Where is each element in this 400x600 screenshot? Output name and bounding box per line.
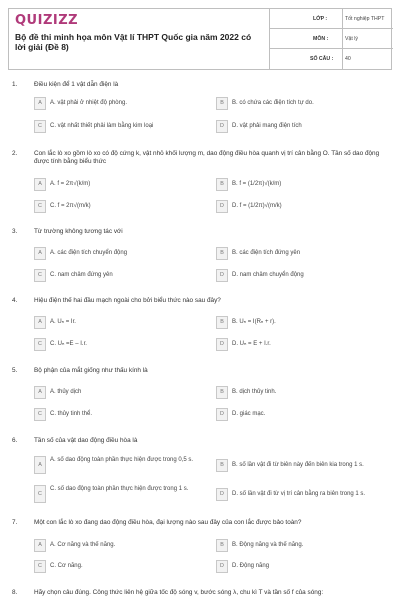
question-number: 6. xyxy=(12,437,18,444)
question-number: 1. xyxy=(12,81,18,88)
question-text: Từ trường không tương tác với xyxy=(34,228,123,235)
option-text: B. f = (1/2π)√(k/m) xyxy=(232,181,282,187)
option-text: B. có chứa các điện tích tự do. xyxy=(232,100,314,106)
option-text: A. vật phải ở nhiệt độ phòng. xyxy=(50,100,127,106)
option-letter: C xyxy=(34,338,46,351)
option-text: D. vật phải mang điện tích xyxy=(232,123,302,129)
option-letter: C xyxy=(34,485,46,503)
option-letter: C xyxy=(34,200,46,213)
question-text: Bộ phận của mắt giống như thấu kính là xyxy=(34,367,148,374)
option-letter: D xyxy=(216,200,228,213)
question-text: Tần số của vật dao động điều hòa là xyxy=(34,437,138,444)
question-text: Con lắc lò xo gồm lò xo có độ cứng k, vật nhỏ khối lượng m, dao động điều hòa quanh vị trí cân bằng O. Tần số dao động được tính bằng biểu thức xyxy=(34,150,380,166)
option-text: A. các điện tích chuyển động xyxy=(50,250,128,256)
option-text: A. Uₙ = Ir. xyxy=(50,319,76,325)
meta-key-subject: MÔN : xyxy=(313,36,329,42)
question-number: 4. xyxy=(12,297,18,304)
option-letter: B xyxy=(216,247,228,260)
option-text: A. thủy dịch xyxy=(50,389,82,395)
option-letter: A xyxy=(34,178,46,191)
option-text: B. số lần vật đi từ biên này đến biên kia trong 1 s. xyxy=(232,462,364,468)
question-text: Điều kiện để 1 vật dẫn điện là xyxy=(34,81,119,88)
option-text: A. Cơ năng và thế năng. xyxy=(50,542,116,548)
option-letter: A xyxy=(34,97,46,110)
option-letter: D xyxy=(216,408,228,421)
question-number: 2. xyxy=(12,150,18,157)
option-text: C. thủy tinh thể. xyxy=(50,411,93,417)
question-number: 5. xyxy=(12,367,18,374)
option-letter: C xyxy=(34,408,46,421)
meta-row-subject xyxy=(270,29,393,49)
option-text: C. số dao động toàn phần thực hiện được trong 1 s. xyxy=(50,486,189,492)
option-text: D. Uₙ = E + I.r. xyxy=(232,341,271,347)
option-text: A. số dao động toàn phần thực hiện được trong 0,5 s. xyxy=(50,457,194,463)
option-letter: B xyxy=(216,386,228,399)
option-text: D. Động năng xyxy=(232,563,270,569)
option-text: D. giác mạc. xyxy=(232,411,266,417)
option-text: D. nam châm chuyển động xyxy=(232,272,304,278)
option-letter: B xyxy=(216,539,228,552)
option-text: C. Uₙ =E – I.r. xyxy=(50,341,87,347)
meta-value-count: 40 xyxy=(345,56,351,62)
quizizz-logo[interactable]: QUIZIZZ xyxy=(15,13,79,28)
option-letter: A xyxy=(34,456,46,474)
question-text: Hãy chọn câu đúng. Công thức liên hệ giữa tốc độ sóng v, bước sóng λ, chu kì T và tần số f của sóng: xyxy=(34,589,324,596)
question-number: 8. xyxy=(12,589,18,596)
option-text: D. số lần vật đi từ vị trí cân bằng ra biên trong 1 s. xyxy=(232,491,366,497)
option-letter: C xyxy=(34,120,46,133)
meta-table xyxy=(269,9,392,69)
option-letter: A xyxy=(34,386,46,399)
option-text: B. dịch thủy tinh. xyxy=(232,389,277,395)
option-letter: A xyxy=(34,539,46,552)
question-text: Một con lắc lò xo đang dao động điều hòa, đại lượng nào sau đây của con lắc được bảo toàn? xyxy=(34,519,302,526)
question-number: 3. xyxy=(12,228,18,235)
option-text: D. f = (1/2π)√(m/k) xyxy=(232,203,282,209)
page-title: Bộ đề thi minh họa môn Vật lí THPT Quốc gia năm 2022 có lời giải (Đề 8) xyxy=(15,32,252,52)
option-letter: D xyxy=(216,120,228,133)
option-letter: B xyxy=(216,459,228,472)
option-text: C. Cơ năng. xyxy=(50,563,83,569)
worksheet-header xyxy=(8,8,392,70)
option-text: B. Uₙ = I(Rₙ + r). xyxy=(232,319,276,325)
meta-key-count: SỐ CÂU : xyxy=(310,56,334,62)
meta-value-subject: Vật lý xyxy=(345,36,358,42)
meta-row-class xyxy=(270,9,393,29)
question-text: Hiệu điện thế hai đầu mạch ngoài cho bởi biểu thức nào sau đây? xyxy=(34,297,221,304)
option-letter: D xyxy=(216,338,228,351)
option-letter: B xyxy=(216,97,228,110)
option-letter: D xyxy=(216,560,228,573)
meta-key-class: LỚP : xyxy=(313,16,328,22)
question-number: 7. xyxy=(12,519,18,526)
meta-value-class: Tốt nghiệp THPT xyxy=(345,16,385,22)
option-letter: D xyxy=(216,269,228,282)
option-letter: A xyxy=(34,247,46,260)
option-text: B. Động năng và thế năng. xyxy=(232,542,304,548)
option-text: B. các điện tích đứng yên xyxy=(232,250,301,256)
option-letter: B xyxy=(216,316,228,329)
option-letter: A xyxy=(34,316,46,329)
option-letter: C xyxy=(34,560,46,573)
option-letter: C xyxy=(34,269,46,282)
option-text: A. f = 2π√(k/m) xyxy=(50,181,91,187)
option-text: C. f = 2π√(m/k) xyxy=(50,203,91,209)
meta-row-count xyxy=(270,49,393,69)
option-text: C. nam châm đứng yên xyxy=(50,272,113,278)
option-letter: B xyxy=(216,178,228,191)
option-letter: D xyxy=(216,488,228,501)
option-text: C. vật nhất thiết phải làm bằng kim loại xyxy=(50,123,154,129)
